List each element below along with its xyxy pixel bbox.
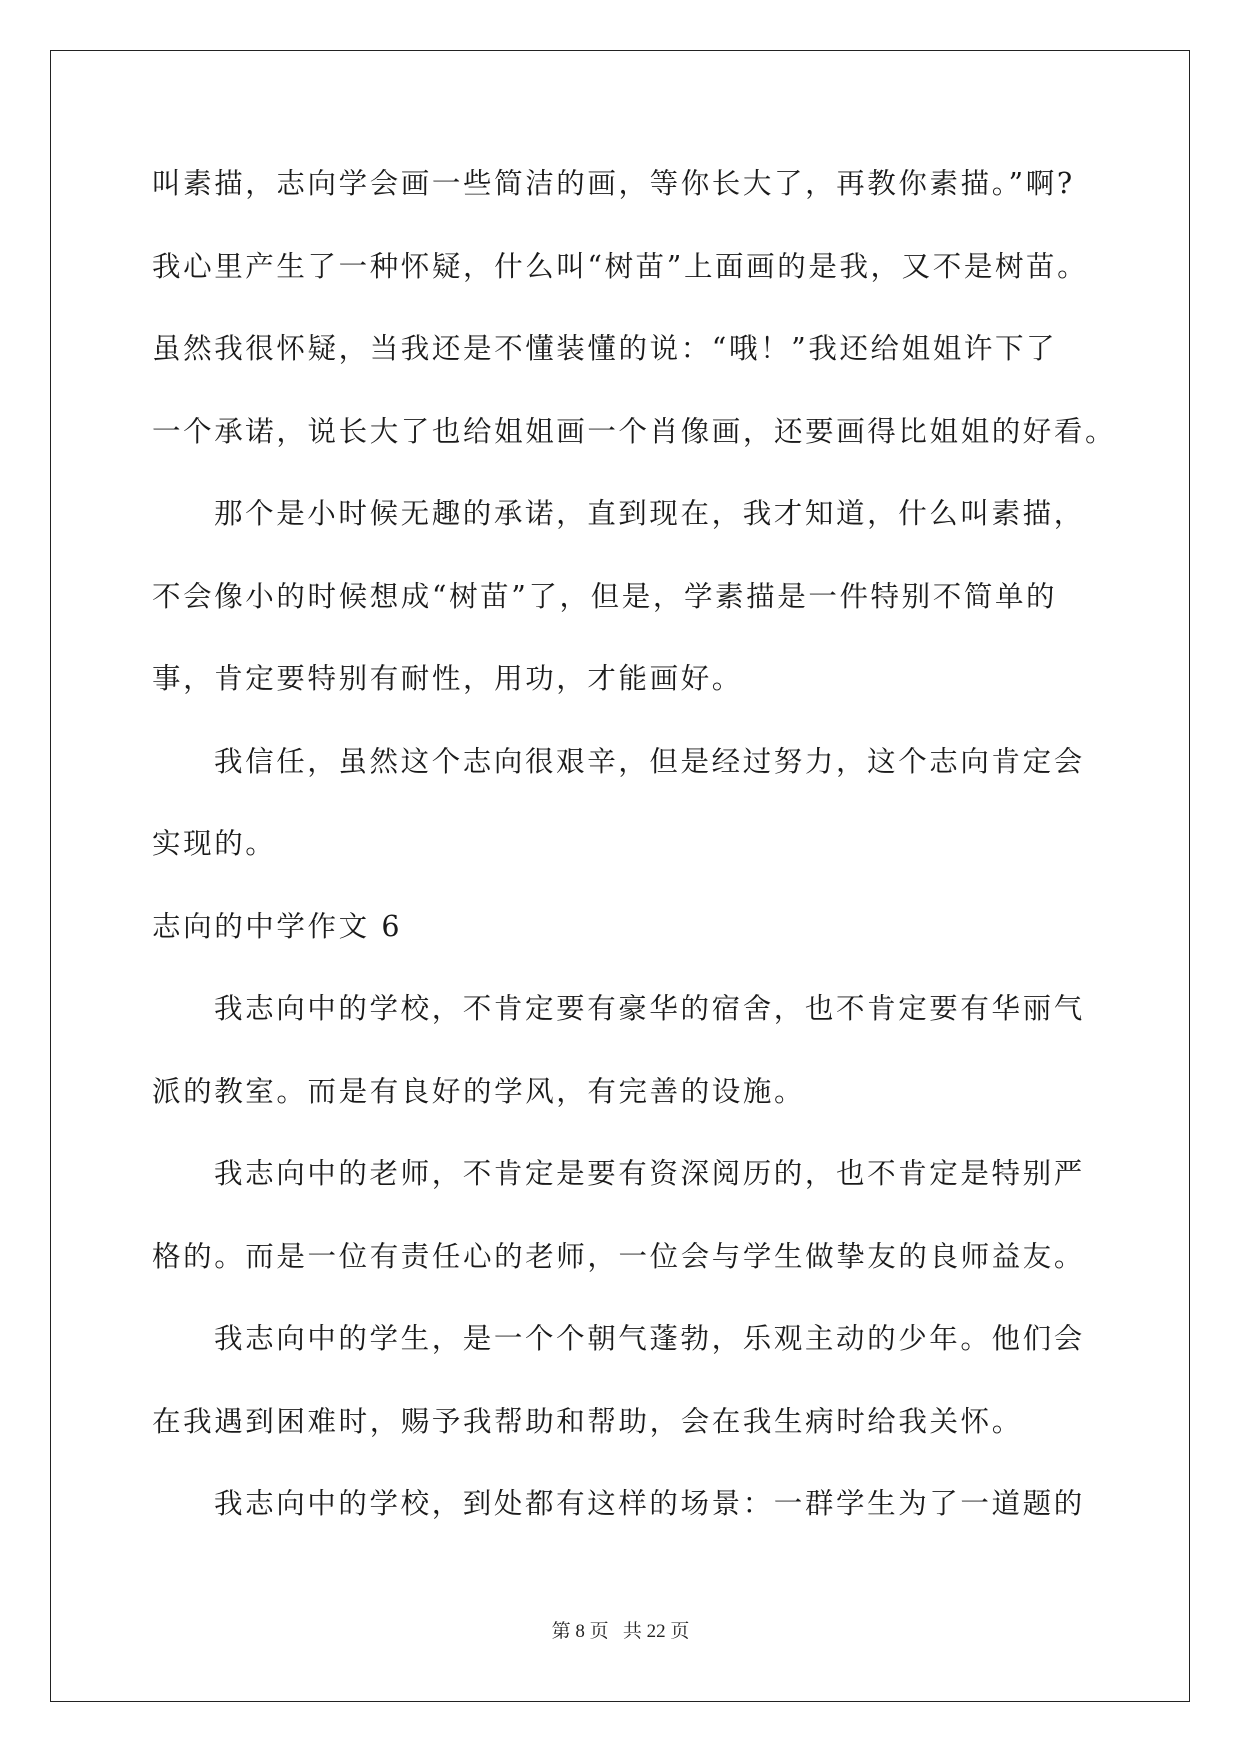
text-line: 那个是小时候无趣的承诺，直到现在，我才知道，什么叫素描，	[214, 497, 1085, 530]
text-line: 在我遇到困难时，赐予我帮助和帮助，会在我生病时给我关怀。	[152, 1404, 1023, 1438]
page-number: 第 8 页	[551, 1621, 609, 1642]
text-line: 格的。而是一位有责任心的老师，一位会与学生做挚友的良师益友。	[152, 1239, 1086, 1273]
text-line: 我志向中的老师，不肯定是要有资深阅历的，也不肯定是特别严	[214, 1157, 1085, 1190]
text-line: 虽然我很怀疑，当我还是不懂装懂的说：“哦！”我还给姐姐许下了	[152, 332, 1058, 365]
text-line: 我志向中的学校，到处都有这样的场景：一群学生为了一道题的	[214, 1487, 1085, 1520]
text-line: 事，肯定要特别有耐性，用功，才能画好。	[152, 662, 743, 695]
text-line: 派的教室。而是有良好的学风，有完善的设施。	[152, 1074, 806, 1108]
text-line: 我心里产生了一种怀疑，什么叫“树苗”上面画的是我，又不是树苗。	[152, 249, 1089, 283]
text-line: 我志向中的学校，不肯定要有豪华的宿舍，也不肯定要有华丽气	[214, 992, 1085, 1025]
page-footer	[0, 1616, 1241, 1643]
text-line: 不会像小的时候想成“树苗”了，但是，学素描是一件特别不简单的	[152, 579, 1058, 613]
page-total: 共 22 页	[622, 1621, 690, 1642]
text-line: 实现的。	[152, 827, 277, 860]
text-line: 叫素描，志向学会画一些简洁的画，等你长大了，再教你素描。”啊?	[152, 167, 1075, 200]
text-line: 一个承诺，说长大了也给姐姐画一个肖像画，还要画得比姐姐的好看。	[152, 414, 1117, 448]
document-body	[152, 143, 1117, 1546]
text-line: 我志向中的学生，是一个个朝气蓬勃，乐观主动的少年。他们会	[214, 1322, 1085, 1355]
section-heading: 志向的中学作文 6	[152, 909, 403, 943]
text-line: 我信任，虽然这个志向很艰辛，但是经过努力，这个志向肯定会	[214, 744, 1085, 778]
